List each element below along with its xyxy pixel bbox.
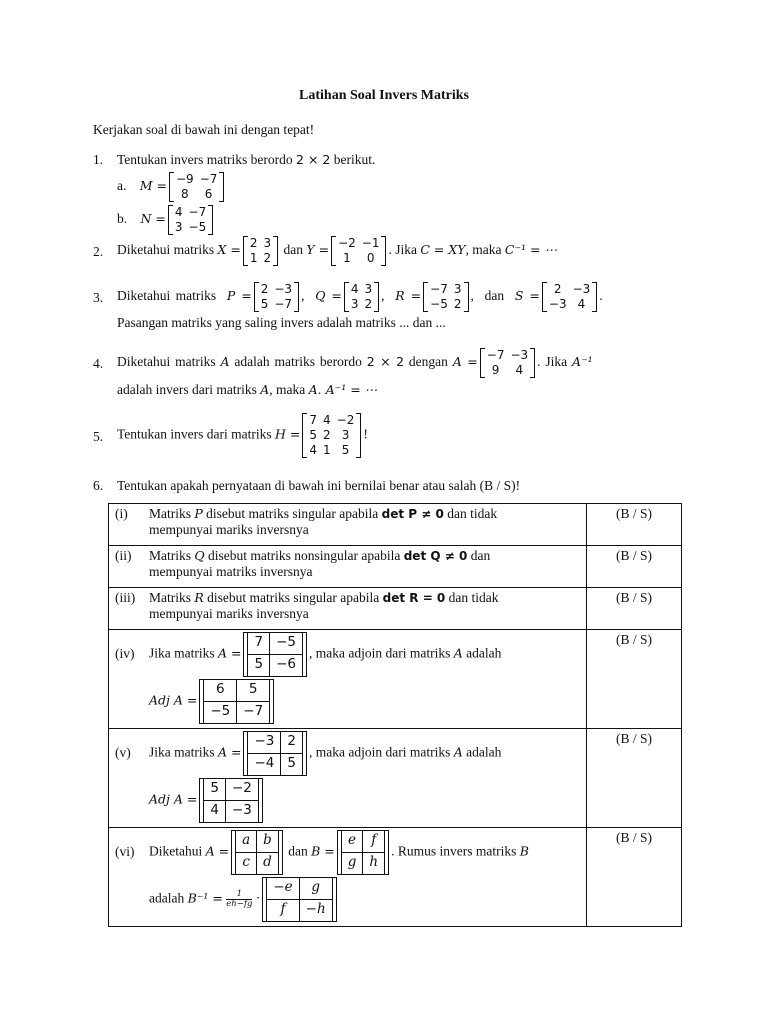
multiply-dot: · [255, 890, 261, 906]
matrix-entry: −7 [274, 297, 293, 311]
determinant-condition: det Q ≠ 0 [403, 549, 468, 563]
matrix-variable: A [453, 645, 463, 661]
matrix-variable: X = [217, 242, 241, 258]
matrix-r [423, 282, 468, 312]
matrix-entry: h [363, 853, 385, 875]
matrix-entry: −3 [572, 282, 591, 296]
matrix-entry: −e [267, 878, 299, 900]
matrix-entry: −h [299, 900, 332, 922]
statement-text: mempunyai mariks inversnya [149, 606, 309, 621]
matrix-row [335, 251, 382, 266]
matrix-entry: −3 [548, 297, 567, 311]
matrix-row [204, 801, 259, 823]
statement-text: mempunyai matriks inversnya [149, 564, 313, 579]
question-text: dan [283, 242, 303, 258]
answer-cell[interactable]: (B / S) [587, 546, 682, 588]
matrix-variable: S = [514, 288, 540, 304]
determinant-condition: det P ≠ 0 [381, 507, 444, 521]
matrix-variable: P [194, 506, 203, 521]
matrix-entry: 2 [364, 297, 373, 311]
row-number: (ii) [115, 548, 132, 563]
matrix-variable: A = [218, 645, 242, 661]
matrix-entry: 3 [263, 236, 272, 250]
matrix-entry: −9 [176, 172, 194, 186]
matrix-b [337, 830, 389, 875]
matrix-row [248, 633, 303, 655]
matrix-order: 2 × 2 [296, 152, 331, 167]
question-text: dan [484, 288, 505, 304]
matrix-entry: b [257, 831, 279, 853]
question-number: 6. [93, 478, 104, 493]
matrix-row [236, 831, 279, 853]
matrix-row [306, 443, 357, 458]
table-row [109, 729, 682, 828]
matrix-variable: A [453, 744, 463, 760]
equation: A. A⁻¹ = ⋯ [308, 382, 378, 397]
matrix-row [348, 297, 375, 312]
matrix-entry: f [363, 831, 385, 853]
question-text: Pasangan matriks yang saling invers adalah matriks ... dan ... [117, 315, 446, 330]
matrix-entry: −5 [270, 633, 303, 655]
answer-cell[interactable]: (B / S) [587, 504, 682, 546]
matrix-row [306, 428, 357, 443]
matrix-q [344, 282, 379, 312]
matrix-p [254, 282, 299, 312]
question-text: dengan [408, 354, 448, 370]
matrix-entry: 2 [323, 428, 331, 442]
matrix-a [243, 632, 307, 677]
matrix-entry: 3 [453, 282, 462, 296]
table-row [109, 504, 682, 546]
matrix-entry: 2 [263, 251, 272, 265]
matrix-entry: 4 [350, 282, 359, 296]
matrix-row [484, 348, 531, 363]
question-text: berikut. [333, 152, 376, 167]
matrix-entry: 3 [174, 220, 183, 234]
matrix-row [248, 655, 303, 677]
matrix-row [248, 754, 303, 776]
matrix-row [258, 297, 295, 312]
matrix-entry: 1 [249, 251, 258, 265]
matrix-entry: d [257, 853, 279, 875]
matrix-entry: −7 [486, 348, 505, 362]
matrix-entry: 5 [248, 655, 270, 677]
matrix-grid [203, 778, 259, 823]
matrix-entry: 6 [204, 187, 213, 201]
matrix-entry: −2 [338, 236, 356, 250]
matrix-row [236, 853, 279, 875]
answer-cell[interactable]: (B / S) [587, 729, 682, 828]
matrix-grid [203, 679, 270, 724]
matrix-entry: 1 [343, 251, 351, 265]
matrix-entry: 2 [553, 282, 562, 296]
matrix-row [546, 282, 593, 297]
matrix-entry: 7 [309, 413, 318, 427]
fraction [226, 890, 252, 909]
matrix-grid [247, 632, 303, 677]
statement-text: Matriks [149, 590, 191, 605]
answer-cell[interactable]: (B / S) [587, 828, 682, 927]
matrix-entry: 5 [237, 680, 270, 702]
matrix-inverse [262, 877, 336, 922]
statement-text: disebut matriks singular apabila [206, 506, 379, 521]
matrix-row [427, 297, 464, 312]
row-number: (v) [115, 744, 131, 760]
matrix-row [204, 680, 270, 702]
matrix-entry: g [299, 878, 332, 900]
question-text: , maka [465, 242, 502, 258]
option-label: a. [117, 178, 127, 194]
fraction-denominator: eh−fg [226, 899, 253, 909]
question-number: 4. [93, 356, 104, 371]
question-text: Tentukan apakah pernyataan di bawah ini bernilai benar atau salah (B / S)! [117, 478, 521, 493]
statement-table [108, 503, 682, 927]
matrix-grid [258, 282, 295, 312]
matrix-h [302, 413, 361, 458]
matrix-variable: A = [452, 354, 478, 370]
determinant-condition: det R = 0 [382, 591, 446, 605]
matrix-grid [266, 877, 332, 922]
matrix-row [172, 220, 209, 235]
question-text: Diketahui matriks [117, 242, 215, 258]
matrix-entry: −7 [188, 205, 207, 219]
matrix-variable: R = [395, 288, 422, 304]
matrix-adj [199, 679, 274, 724]
matrix-grid [172, 205, 209, 235]
matrix-row [204, 779, 259, 801]
matrix-entry: 4 [323, 413, 331, 427]
matrix-entry: −4 [248, 754, 281, 776]
matrix-variable: A = [205, 843, 230, 859]
matrix-entry: −3 [248, 732, 281, 754]
matrix-variable: N = [140, 211, 166, 227]
question-number: 5. [93, 429, 104, 444]
statement-text: Jika matriks [149, 645, 215, 661]
statement-text: disebut matriks singular apabila [207, 590, 380, 605]
matrix-entry: g [341, 853, 363, 875]
question-text: Tentukan invers dari matriks [117, 426, 272, 442]
matrix-grid [173, 172, 220, 202]
matrix-entry: −7 [199, 172, 218, 186]
matrix-entry: −3 [225, 801, 258, 823]
matrix-row [348, 282, 375, 297]
document-title: Latihan Soal Invers Matriks [299, 88, 469, 103]
statement-text: adalah [149, 890, 185, 906]
equation: C⁻¹ = ⋯ [504, 242, 557, 258]
matrix-grid [335, 236, 382, 266]
statement-text: dan [288, 843, 308, 859]
matrix-entry: 2 [281, 732, 303, 754]
statement-text: adalah [466, 744, 502, 760]
matrix-entry: 6 [204, 680, 237, 702]
matrix-entry: 2 [453, 297, 462, 311]
matrix-entry: 3 [350, 297, 359, 311]
matrix-entry: e [341, 831, 363, 853]
question-text: adalah matriks berordo [234, 354, 362, 370]
statement-text: , maka adjoin dari matriks [308, 645, 451, 661]
matrix-entry: −7 [237, 702, 270, 724]
question-text: ! [363, 426, 368, 442]
matrix-row [173, 172, 220, 187]
question-text: Tentukan invers matriks berordo [117, 152, 293, 167]
matrix-entry: 3 [341, 428, 350, 442]
matrix-variable: P = [226, 288, 252, 304]
matrix-grid [247, 731, 303, 776]
matrix-grid [235, 830, 279, 875]
matrix-row [427, 282, 464, 297]
matrix-entry: 5 [341, 443, 350, 457]
matrix-y [331, 236, 386, 266]
matrix-entry: −5 [188, 220, 207, 234]
matrix-variable: B [519, 843, 529, 859]
statement-text: disebut matriks nonsingular apabila [208, 548, 401, 563]
row-number: (vi) [115, 843, 135, 859]
row-number: (i) [115, 506, 128, 521]
matrix-row [341, 853, 384, 875]
matrix-row [546, 297, 593, 312]
matrix-grid [484, 348, 531, 378]
matrix-entry: −3 [274, 282, 293, 296]
table-row [109, 546, 682, 588]
matrix-grid [427, 282, 464, 312]
equation: A⁻¹ [572, 354, 593, 370]
matrix-grid [247, 236, 274, 266]
equation: B⁻¹ = [187, 890, 223, 906]
matrix-entry: −6 [270, 655, 303, 677]
matrix-row [247, 251, 274, 266]
matrix-x [243, 236, 278, 266]
matrix-entry: −1 [361, 236, 380, 250]
matrix-s [542, 282, 597, 312]
matrix-row [173, 187, 220, 202]
matrix-row [172, 205, 209, 220]
matrix-row [204, 702, 270, 724]
question-text: Diketahui matriks [117, 354, 216, 370]
matrix-a [243, 731, 307, 776]
row-number: (iii) [115, 590, 136, 605]
matrix-entry: 0 [366, 251, 375, 265]
matrix-entry: 8 [181, 187, 189, 201]
matrix-entry: 2 [249, 236, 258, 250]
instruction-text: Kerjakan soal di bawah ini dengan tepat! [93, 122, 315, 137]
question-text: , maka [269, 382, 306, 397]
matrix-adj [199, 778, 263, 823]
statement-text: dan tidak [447, 506, 498, 521]
matrix-variable: A [220, 354, 230, 370]
matrix-variable: A = [218, 744, 242, 760]
table-row [109, 588, 682, 630]
matrix-variable: R [194, 590, 204, 605]
matrix-grid [546, 282, 593, 312]
matrix-grid [341, 830, 385, 875]
question-text: Diketahui matriks [117, 288, 217, 304]
question-text: . Jika [537, 354, 568, 370]
matrix-row [267, 900, 332, 922]
statement-text: Diketahui [149, 843, 203, 859]
matrix-row [258, 282, 295, 297]
matrix-row [247, 236, 274, 251]
statement-text: Matriks [149, 548, 191, 563]
matrix-row [335, 236, 382, 251]
matrix-a [480, 348, 535, 378]
statement-text: mempunyai mariks inversnya [149, 522, 309, 537]
statement-text: adalah [466, 645, 502, 661]
matrix-row [484, 363, 531, 378]
statement-text: dan [470, 548, 491, 563]
matrix-variable: A [260, 382, 270, 397]
fraction-numerator: 1 [226, 890, 252, 900]
matrix-grid [348, 282, 375, 312]
question-number: 2. [93, 244, 104, 259]
row-number: (iv) [115, 645, 135, 661]
matrix-entry: −7 [430, 282, 448, 296]
question-number: 1. [93, 152, 104, 167]
matrix-entry: 4 [204, 801, 226, 823]
matrix-entry: f [267, 900, 299, 922]
matrix-entry: 5 [281, 754, 303, 776]
table-row [109, 828, 682, 927]
matrix-variable: Q = [315, 288, 342, 304]
statement-text: . Rumus invers matriks [391, 843, 517, 859]
matrix-entry: a [236, 831, 257, 853]
matrix-m [169, 172, 224, 202]
question-text: . Jika [388, 242, 417, 258]
matrix-row [267, 878, 332, 900]
matrix-entry: −3 [510, 348, 529, 362]
matrix-entry: −2 [336, 413, 355, 427]
answer-cell[interactable]: (B / S) [587, 630, 682, 729]
question-text: adalah invers dari matriks [117, 382, 257, 397]
statement-text: dan tidak [448, 590, 499, 605]
matrix-entry: 5 [309, 428, 318, 442]
matrix-a [231, 830, 283, 875]
matrix-entry: 2 [260, 282, 269, 296]
matrix-row [248, 732, 303, 754]
matrix-n [168, 205, 213, 235]
matrix-entry: 1 [323, 443, 331, 457]
matrix-grid [306, 413, 357, 458]
matrix-order: 2 × 2 [366, 354, 405, 370]
matrix-entry: 7 [248, 633, 270, 655]
matrix-entry: −5 [430, 297, 448, 311]
statement-text: Matriks [149, 506, 191, 521]
matrix-row [306, 413, 357, 428]
statement-text: Jika matriks [149, 744, 215, 760]
question-number: 3. [93, 290, 104, 305]
matrix-entry: 4 [174, 205, 183, 219]
matrix-entry: −2 [225, 779, 258, 801]
matrix-row [341, 831, 384, 853]
adjoint-label: Adj A = [149, 791, 198, 807]
matrix-entry: 9 [491, 363, 500, 377]
equation: C = XY [420, 242, 466, 258]
table-row [109, 630, 682, 729]
matrix-variable: Y = [306, 242, 330, 258]
matrix-entry: 3 [364, 282, 373, 296]
matrix-variable: B = [311, 843, 335, 859]
document-page: Latihan Soal Invers Matriks Kerjakan soal di bawah ini dengan tepat! 1. Tentukan invers matriks berordo 2 × 2 berikut. a. M = −9 −7 8 6 b. N = 4 −7 3 −5 2. Diketahui matriks X = 2 3 1 2 dan Y = −2 −1 1 0 . Jika C = XY, maka C⁻¹ = ⋯ 3. Diketahui matriks P = 2 −3 5 −7 , Q = 4 3 3 2 , R = −7 3 −5 2 , dan S = 2 −3 −3 4 . Pasangan matriks yang saling invers adalah matriks ... dan ... 4. Diketahui matriks A adalah matriks berordo 2 × 2 dengan A = −7 −3 9 4 . Jika A⁻¹ adalah invers dari matriks A, maka A. A⁻¹ = ⋯ 5. Tentukan invers dari matriks H = 7 4 −2 5 2 3 4 1 5 ! 6. Tentukan apakah pernyataan di bawah ini bernilai benar atau salah (B / S)! (i) Matriks P disebut matriks singular apabila det P ≠ 0 dan tidak mempunyai mariks inversnya (B / S) (ii) Matriks Q disebut matriks nonsingular apabila det Q ≠ 0 dan mempunyai matriks inversnya (B / S) (iii) Matriks R disebut matriks singular apabila det R = 0 dan tidak mempunyai mariks inversnya (B / S) (iv) Jika matriks A = 7 −5 5 −6 , maka adjoin dari matriks A adalah Adj A = 6 5 −5 −7 (B / S) (v) Jika matriks A = −3 2 −4 5 , maka adjoin dari matriks A adalah Adj A = 5 −2 4 −3 (B / S) (vi) Diketahui A = a b c d dan B = e f g h . Rumus invers matriks B adalah B⁻¹ = $\frac{1}{eh-fg}$ · −e g f −h (B / S) [0, 0, 768, 1024]
matrix-entry: c [236, 853, 257, 875]
matrix-entry: 5 [204, 779, 226, 801]
matrix-variable: M = [139, 178, 167, 194]
matrix-entry: 4 [309, 443, 318, 457]
matrix-variable: Q [194, 548, 205, 563]
answer-cell[interactable]: (B / S) [587, 588, 682, 630]
adjoint-label: Adj A = [149, 692, 198, 708]
matrix-entry: 5 [260, 297, 269, 311]
matrix-entry: −5 [204, 702, 237, 724]
option-label: b. [117, 211, 128, 227]
matrix-entry: 4 [515, 363, 524, 377]
statement-text: , maka adjoin dari matriks [308, 744, 451, 760]
matrix-variable: H = [275, 426, 301, 442]
matrix-entry: 4 [577, 297, 586, 311]
